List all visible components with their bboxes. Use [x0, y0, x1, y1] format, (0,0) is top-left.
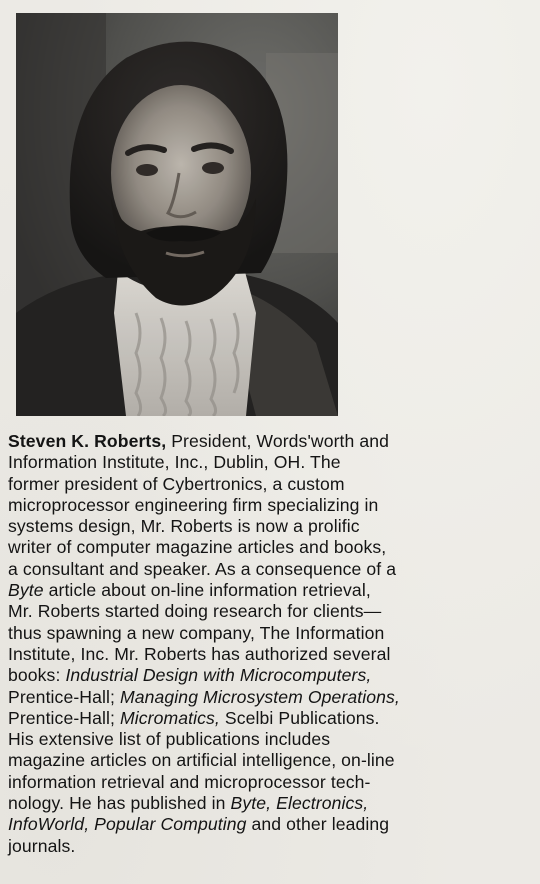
bio-text: Prentice-Hall;	[8, 686, 120, 707]
bio-text: books:	[8, 665, 66, 686]
bio-line	[8, 687, 536, 708]
bio-text: and other leading	[246, 814, 390, 835]
bio-text: a consultant and speaker. As a consequence of a	[8, 558, 397, 579]
italic-title: Micromatics,	[120, 707, 220, 728]
italic-title: InfoWorld, Popular Computing	[8, 814, 247, 835]
bio-line	[8, 772, 536, 793]
bio-line	[8, 644, 536, 665]
italic-title: Byte	[8, 580, 44, 601]
bio-text: writer of computer magazine articles and books,	[8, 537, 387, 558]
author-bio-paragraph	[8, 431, 536, 857]
bio-text: journals.	[8, 835, 76, 856]
author-portrait-photo	[16, 13, 338, 416]
bio-line	[8, 708, 536, 729]
bio-line	[8, 537, 536, 558]
bio-text: His extensive list of publications includes	[8, 729, 331, 750]
bio-text: former president of Cybertronics, a custom	[8, 473, 345, 494]
bio-text: Prentice-Hall;	[8, 707, 120, 728]
bio-text: Information Institute, Inc., Dublin, OH. The	[8, 452, 341, 473]
bio-text: article about on-line information retrieval,	[43, 580, 371, 601]
bio-line	[8, 601, 536, 622]
bio-text: Institute, Inc. Mr. Roberts has authorized several	[8, 643, 391, 664]
bio-text: Mr. Roberts started doing research for clients—	[8, 601, 382, 622]
bio-line	[8, 431, 536, 452]
bio-text: information retrieval and microprocessor tech-	[8, 771, 371, 792]
bio-line	[8, 665, 536, 686]
italic-title: Byte, Electronics,	[230, 793, 369, 814]
bio-line	[8, 580, 536, 601]
bio-line	[8, 559, 536, 580]
bio-line	[8, 623, 536, 644]
bio-text: nology. He has published in	[8, 793, 231, 814]
bio-text: magazine articles on artificial intelligence, on-line	[8, 750, 395, 771]
bio-line	[8, 793, 536, 814]
bio-line	[8, 836, 536, 857]
bio-line	[8, 516, 536, 537]
bio-text: Scelbi Publications.	[219, 707, 380, 728]
bio-text: thus spawning a new company, The Information	[8, 622, 385, 643]
bio-line	[8, 495, 536, 516]
bio-text: systems design, Mr. Roberts is now a prolific	[8, 516, 360, 537]
bio-line	[8, 452, 536, 473]
italic-title: Industrial Design with Microcomputers,	[65, 665, 372, 686]
bio-text: President, Words'worth and	[166, 431, 390, 451]
bio-line	[8, 474, 536, 495]
bio-line	[8, 750, 536, 771]
italic-title: Managing Microsystem Operations,	[120, 686, 400, 707]
bio-line	[8, 814, 536, 835]
author-name: Steven K. Roberts,	[8, 431, 167, 451]
bio-text: microprocessor engineering firm specializing in	[8, 494, 379, 515]
bio-line	[8, 729, 536, 750]
